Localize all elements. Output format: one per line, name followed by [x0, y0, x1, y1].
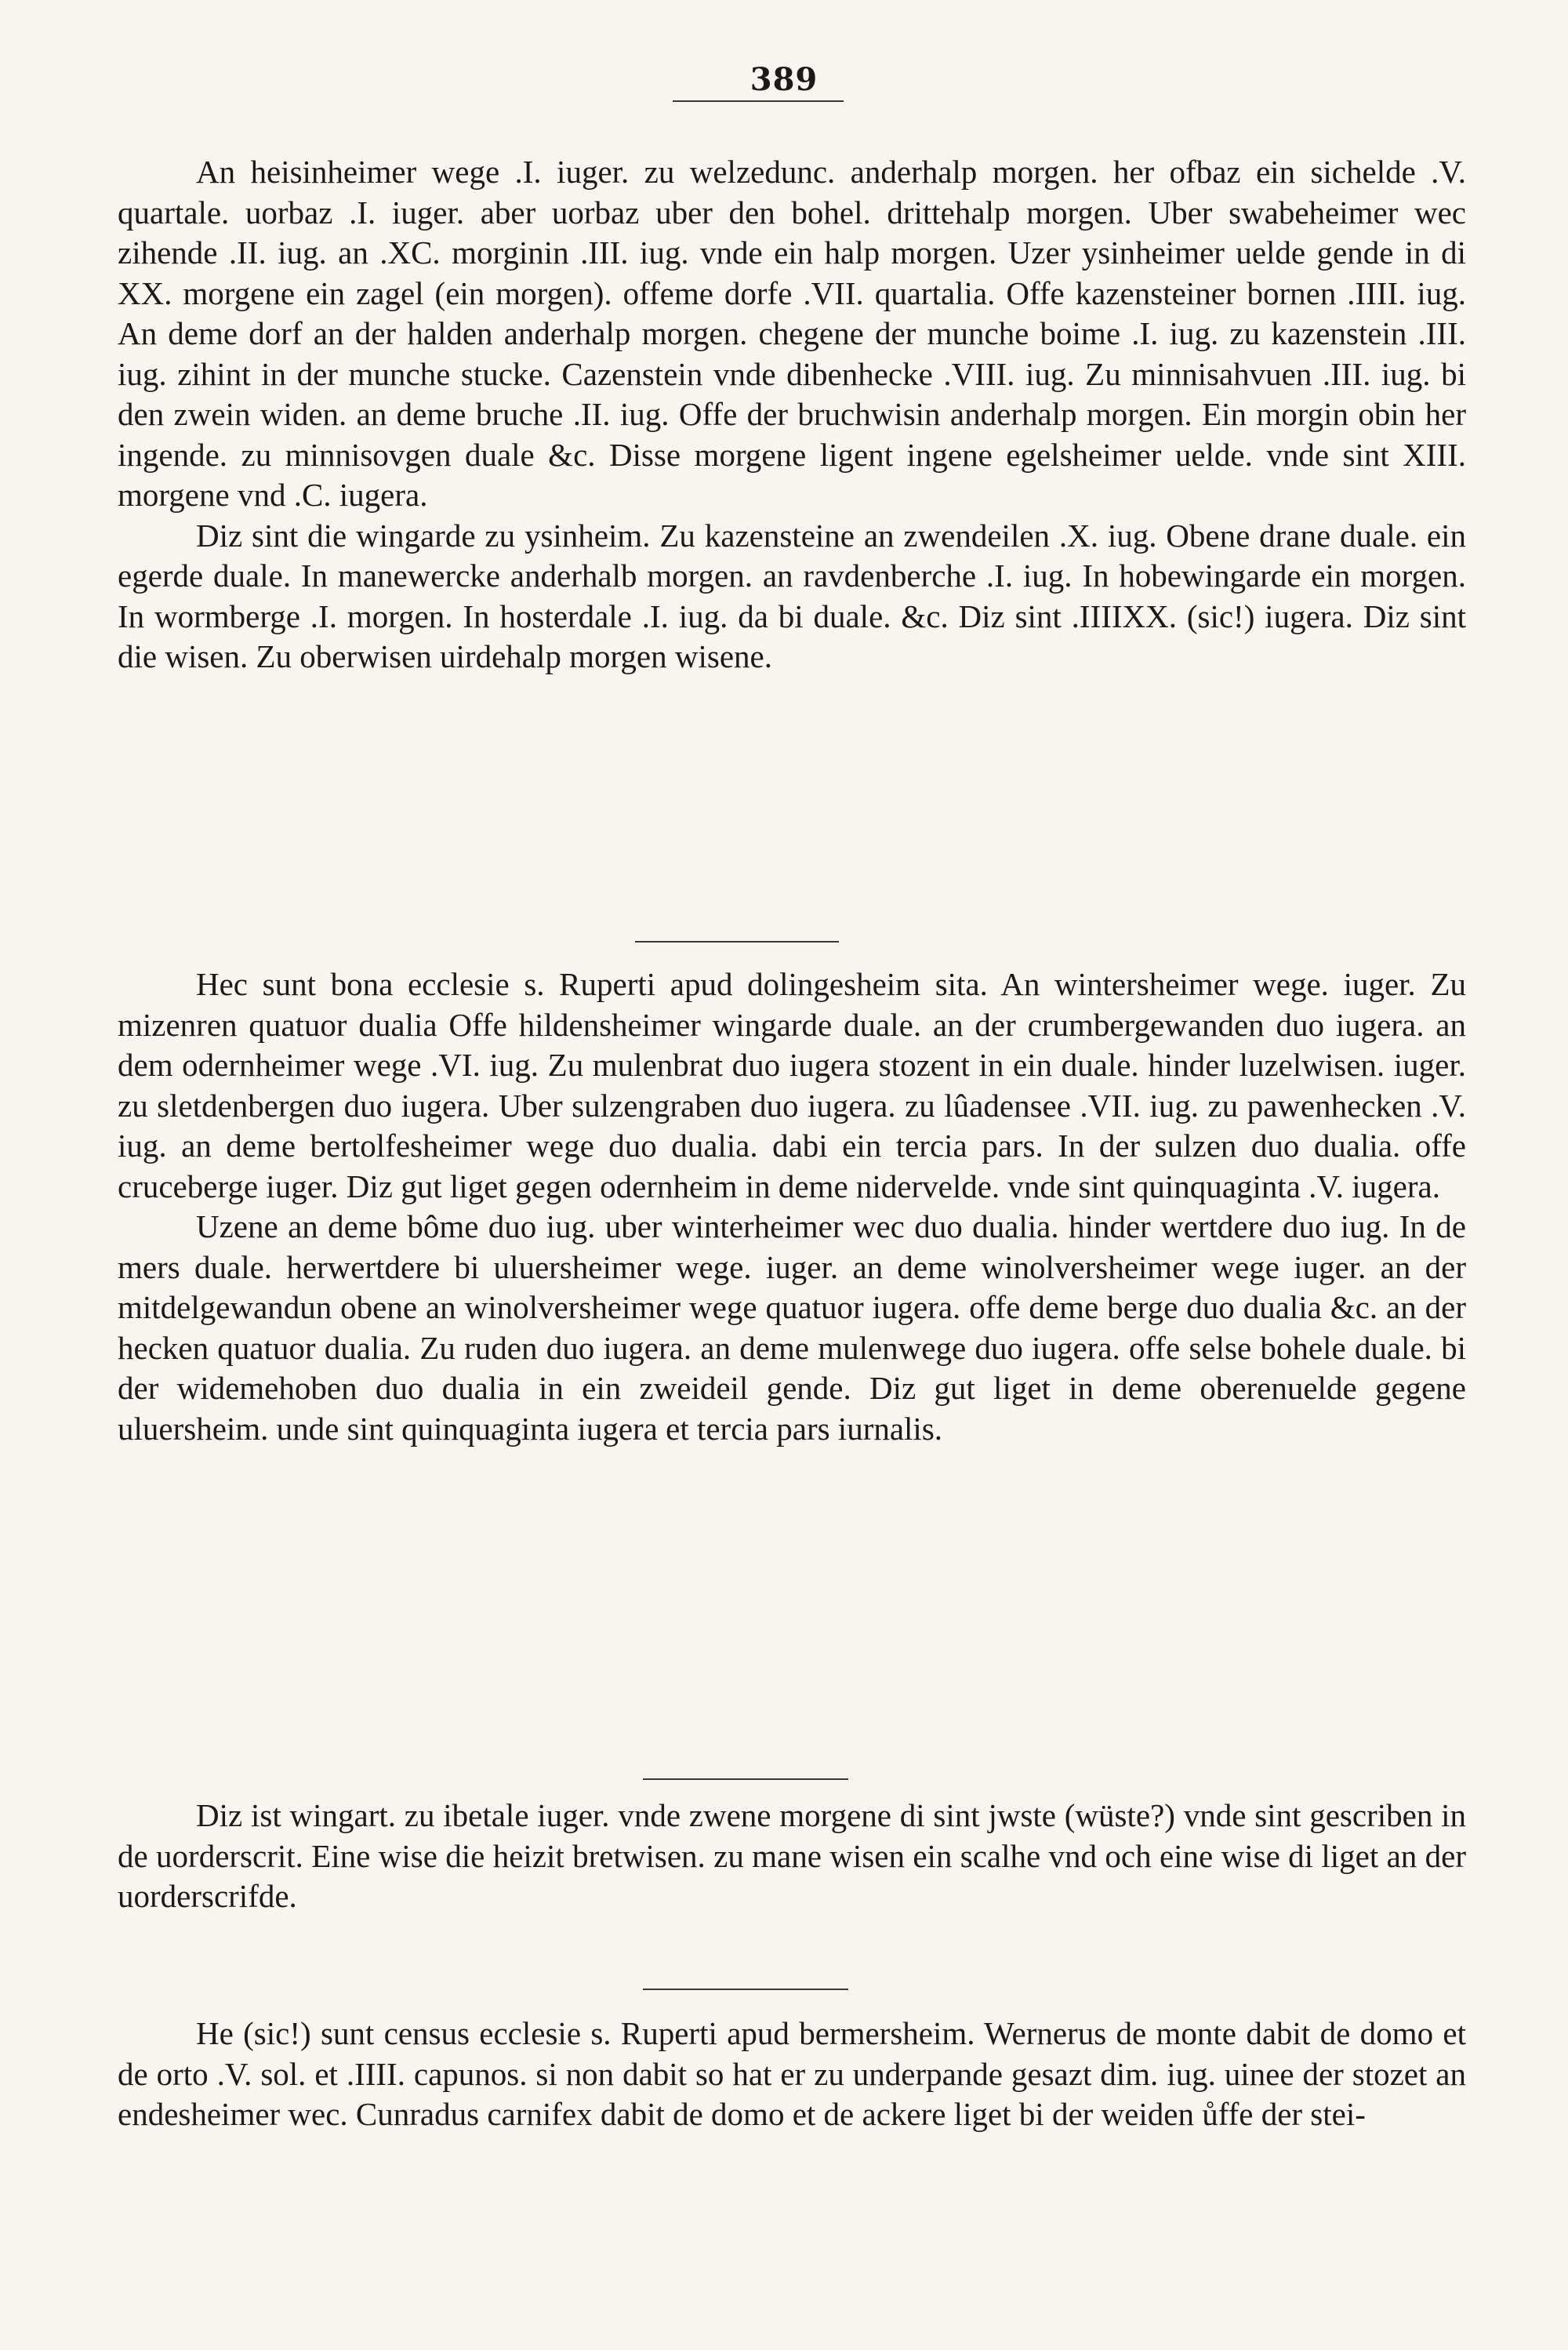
- paragraph: An heisinheimer wege .I. iuger. zu welzedunc. anderhalp morgen. her ofbaz ein sichelde .V. quartale. uorbaz .I. iuger. aber uorbaz uber den bohel. drittehalp morgen. Uber swabeheimer wec zihende .II. iug. an .XC. morginin .III. iug. vnde ein halp morgen. Uzer ysinheimer uelde gende in di XX. morgene ein zagel (ein morgen). offeme dorfe .VII. quartalia. Offe kazensteiner bornen .IIII. iug. An deme dorf an der halden anderhalp morgen. chegene der munche boime .I. iug. zu kazenstein .III. iug. zihint in der munche stucke. Cazenstein vnde dibenhecke .VIII. iug. Zu minnisahvuen .III. iug. bi den zwein widen. an deme bruche .II. iug. Offe der bruchwisin anderhalp morgen. Ein morgin obin her ingende. zu minnisovgen duale &c. Disse morgene ligent ingene egelsheimer uelde. vnde sint XIII. morgene vnd .C. iugera.: [118, 154, 1466, 513]
- section-bona-ecclesie: [118, 964, 1466, 1449]
- section-divider: [635, 941, 839, 943]
- section-census-bermersheim: [118, 2014, 1466, 2135]
- section-dolingesheim-fields: [118, 152, 1466, 677]
- paragraph: Uzene an deme bôme duo iug. uber winterheimer wec duo dualia. hinder wertdere duo iug. In de mers duale. herwertdere bi uluersheimer wege. iuger. an deme winolversheimer wege iuger. an der mitdelgewandun obene an winolversheimer wege quatuor iugera. offe deme berge duo dualia &c. an der hecken quatuor dualia. Zu ruden duo iugera. an deme mulenwege duo iugera. offe selse bohele duale. bi der widemehoben duo dualia in ein zweideil gende. Diz gut liget in deme oberenuelde gegene uluersheim. unde sint quinquaginta iugera et tercia pars iurnalis.: [118, 1208, 1466, 1447]
- page-number-rule: [673, 100, 844, 102]
- paragraph: Diz sint die wingarde zu ysinheim. Zu kazensteine an zwendeilen .X. iug. Obene drane duale. ein egerde duale. In manewercke anderhalb morgen. an ravdenberche .I. iug. In hobewingarde ein morgen. In wormberge .I. morgen. In hosterdale .I. iug. da bi duale. &c. Diz sint .IIIIXX. (sic!) iugera. Diz sint die wisen. Zu oberwisen uirdehalp morgen wisene.: [118, 517, 1466, 674]
- paragraph: He (sic!) sunt census ecclesie s. Ruperti apud bermersheim. Wernerus de monte dabit de domo et de orto .V. sol. et .IIII. capunos. si non dabit so hat er zu underpande gesazt dim. iug. uinee der stozet an endesheimer wec. Cunradus carnifex dabit de domo et de ackere liget bi der weiden ůffe der stei-: [118, 2015, 1466, 2132]
- section-divider: [643, 1778, 848, 1780]
- paragraph: Diz ist wingart. zu ibetale iuger. vnde zwene morgene di sint jwste (wüste?) vnde sint gescriben in de uorderscrit. Eine wise die heizit bretwisen. zu mane wisen ein scalhe vnd och eine wise di liget an der uorderscrifde.: [118, 1797, 1466, 1914]
- paragraph: Hec sunt bona ecclesie s. Ruperti apud dolingesheim sita. An wintersheimer wege. iuger. Zu mizenren quatuor dualia Offe hildensheimer wingarde duale. an der crumbergewanden duo iugera. an dem odernheimer wege .VI. iug. Zu mulenbrat duo iugera stozent in ein duale. hinder luzelwisen. iuger. zu sletdenbergen duo iugera. Uber sulzengraben duo iugera. zu lûadensee .VII. iug. zu pawenhecken .V. iug. an deme bertolfesheimer wege duo dualia. dabi ein tercia pars. In der sulzen duo dualia. offe cruceberge iuger. Diz gut liget gegen odernheim in deme nidervelde. vnde sint quinquaginta .V. iugera.: [118, 966, 1466, 1204]
- page-number: 389: [750, 61, 818, 98]
- section-divider: [643, 1989, 848, 1990]
- section-wingart: [118, 1796, 1466, 1917]
